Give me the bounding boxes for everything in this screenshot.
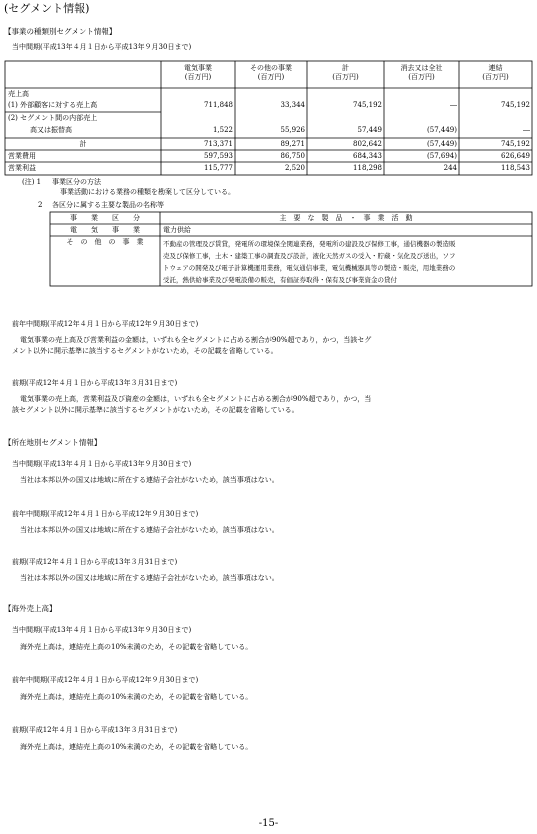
cell-value: 802,642 [353, 140, 382, 148]
cell-value: (57,694) [427, 152, 457, 160]
overseas-text-3: 海外売上高は，連結売上高の10%未満のため，その記載を省略している。 [20, 743, 253, 751]
note2-label: 2 [38, 201, 43, 209]
prev-interim-text-1: 電気事業の売上高及び営業利益の金額は，いずれも全セグメントに占める割合が90%超であり，かつ，当該セグ [20, 336, 372, 344]
segment-electric-desc: 電力供給 [163, 226, 191, 234]
row-label-opex: 営業費用 [8, 152, 36, 160]
prev-year-text-2: 該セグメント以外に開示基準に該当するセグメントがないため，その記載を省略している。 [12, 406, 299, 414]
prev-interim-title: 前年中間期(平成12年４月１日から平成12年９月30日まで) [12, 320, 199, 328]
cell-value: 1,522 [212, 126, 233, 134]
product-table-head-right: 主 要 な 製 品 ・ 事 業 活 動 [279, 214, 413, 222]
business-segment-header: 【事業の種類別セグメント情報】 [4, 27, 117, 36]
overseas-text-2: 海外売上高は，連結売上高の10%未満のため，その記載を省略している。 [20, 693, 253, 701]
location-period-3: 前期(平成12年４月１日から平成13年３月31日まで) [12, 558, 178, 566]
col-header-other: その他の事業 (百万円) [250, 64, 292, 81]
cell-value: (57,449) [427, 126, 457, 134]
cell-value: 626,649 [501, 152, 530, 160]
location-segment-header: 【所在地別セグメント情報】 [4, 438, 102, 447]
cell-value: 2,520 [284, 164, 305, 172]
row-label-intersegment: (2) セグメント間の内部売上 [8, 114, 98, 122]
overseas-period-3: 前期(平成12年４月１日から平成13年３月31日まで) [12, 726, 178, 734]
overseas-text-1: 海外売上高は，連結売上高の10%未満のため，その記載を省略している。 [20, 643, 253, 651]
cell-value: 597,593 [204, 152, 233, 160]
cell-value: ― [523, 126, 530, 134]
product-table-head-left: 事 業 区 分 [70, 214, 140, 222]
row-label-subtotal: 計 [79, 140, 87, 148]
location-text-1: 当社は本邦以外の国又は地域に所在する連結子会社がないため，該当事項はない。 [20, 476, 279, 484]
cell-value: 55,926 [280, 126, 305, 134]
note1-title: 事業区分の方法 [52, 178, 101, 186]
overseas-period-2: 前年中間期(平成12年４月１日から平成12年９月30日まで) [12, 676, 199, 684]
segment-electric: 電 気 事 業 [70, 226, 140, 234]
cell-value: 86,750 [280, 152, 305, 160]
overseas-period-1: 当中間期(平成13年４月１日から平成13年９月30日まで) [12, 626, 192, 634]
page-title: (セグメント情報) [4, 2, 90, 15]
location-period-1: 当中間期(平成13年４月１日から平成13年９月30日まで) [12, 460, 192, 468]
col-header-elimination: 消去又は全社 (百万円) [400, 64, 443, 81]
cell-value: 115,777 [204, 164, 233, 172]
segment-other: そ の 他 の 事 業 [66, 238, 144, 246]
cell-value: 745,192 [501, 101, 530, 109]
desc-line: 受託，熱供給事業及び発電設備の販売，有価証券取得・保有及び事業資金の貸付 [163, 276, 397, 284]
cell-value: 89,271 [280, 140, 305, 148]
cell-value: 118,543 [501, 164, 530, 172]
desc-line: 売及び保修工事，土木・建築工事の調査及び設計，液化天然ガスの受入・貯蔵・気化及び送出，ソフ [163, 252, 456, 260]
segment-other-desc [163, 238, 456, 286]
note1-text: 事業活動における業務の種類を勘案して区分している。 [60, 188, 235, 196]
location-text-3: 当社は本邦以外の国又は地域に所在する連結子会社がないため，該当事項はない。 [20, 574, 279, 582]
note1-label: (注) 1 [22, 178, 42, 186]
cell-value: 745,192 [353, 101, 382, 109]
cell-value: 118,298 [353, 164, 382, 172]
location-text-2: 当社は本邦以外の国又は地域に所在する連結子会社がないため，該当事項はない。 [20, 526, 279, 534]
cell-value: 684,343 [353, 152, 382, 160]
cell-value: 745,192 [501, 140, 530, 148]
cell-value: (57,449) [427, 140, 457, 148]
prev-year-text-1: 電気事業の売上高，営業利益及び資産の金額は，いずれも全セグメントに占める割合が90%超であり，かつ，当 [20, 395, 372, 403]
col-header-consolidated: 連結 (百万円) [482, 64, 509, 81]
prev-interim-text-2: メント以外に開示基準に該当するセグメントがないため，その記載を省略している。 [12, 347, 278, 355]
cell-value: 57,449 [357, 126, 382, 134]
row-label-sales: 売上高 [8, 90, 29, 98]
cell-value: 711,848 [204, 101, 233, 109]
current-period-title: 当中間期(平成13年４月１日から平成13年９月30日まで) [12, 43, 192, 51]
note2-title: 各区分に属する主要な製品の名称等 [52, 201, 164, 209]
overseas-sales-header: 【海外売上高】 [4, 604, 57, 613]
cell-value: 713,371 [204, 140, 233, 148]
desc-line: トウェアの開発及び電子計算機運用業務，電気通信事業，電気機械器具等の製造・販売，用地業務の [163, 264, 456, 272]
col-header-electric: 電気事業 (百万円) [184, 64, 212, 81]
desc-line: 不動産の管理及び賃貸，発電所の環境保全関連業務，発電所の建設及び保修工事，通信機器の製造販 [163, 240, 456, 248]
page-number: -15- [258, 818, 279, 829]
row-label-external: (1) 外部顧客に対する売上高 [8, 101, 98, 109]
col-header-total: 計 (百万円) [332, 64, 359, 81]
cell-value: ― [450, 101, 457, 109]
row-label-opincome: 営業利益 [8, 164, 36, 172]
prev-year-title: 前期(平成12年４月１日から平成13年３月31日まで) [12, 379, 178, 387]
cell-value: 244 [443, 164, 457, 172]
row-label-transfer: 高又は振替高 [30, 126, 72, 134]
location-period-2: 前年中間期(平成12年４月１日から平成12年９月30日まで) [12, 510, 199, 518]
cell-value: 33,344 [280, 101, 305, 109]
